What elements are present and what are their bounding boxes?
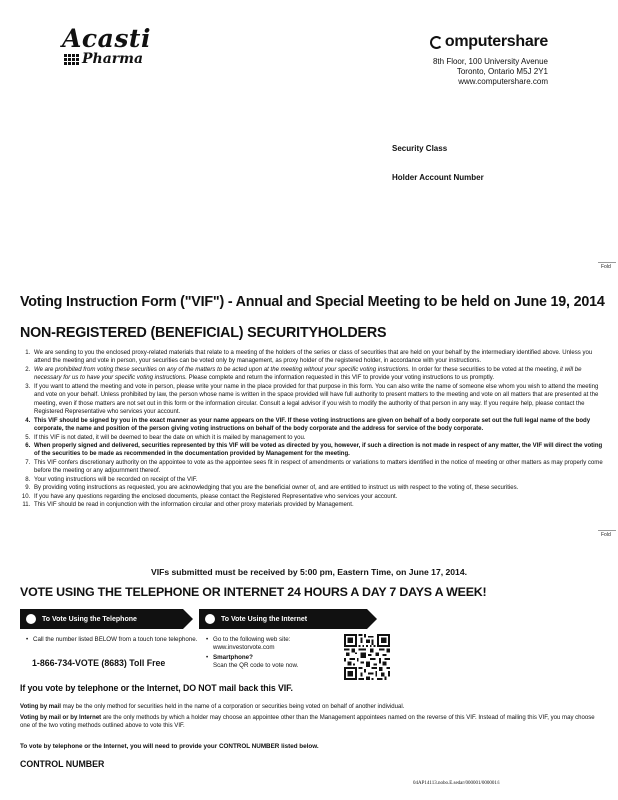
vote-heading: VOTE USING THE TELEPHONE OR INTERNET 24 HOURS A DAY 7 DAYS A WEEK! xyxy=(20,585,487,599)
list-item: 4. This VIF should be signed by you in the exact manner as your name appears on the VIF. If these voting instructions are given on behalf of a body corporate set out the full legal name of the body corporate, the name and position of the person giving voting instructions on behalf of the body corporate and the address for service of the body corporate. xyxy=(32,417,604,434)
list-item: 6. When properly signed and delivered, securities represented by this VIF will be voted as directed by you, however, if such a direction is not made in respect of any matter, the VIF will direct the voting of the securities to be made as recommended in the documentation provided by Management for the meeting. xyxy=(32,442,604,459)
logo-sub: Pharma xyxy=(82,51,144,67)
logo-word: Acasti xyxy=(62,24,151,53)
item-text: In order for these securities to be voted at the meeting, xyxy=(410,366,560,373)
address-line: www.computershare.com xyxy=(458,77,548,86)
internet-instruction xyxy=(206,636,346,652)
computershare-block xyxy=(430,33,548,87)
computershare-c-icon xyxy=(430,36,443,49)
list-item: 10. If you have any questions regarding the enclosed documents, please contact the Registered Representative who services your account. xyxy=(32,493,604,501)
mail-lead: Voting by mail xyxy=(20,704,61,710)
voting-website-link[interactable]: www.investorvote.com xyxy=(213,644,275,651)
internet-banner xyxy=(199,609,367,629)
list-item: 9. By providing voting instructions as requested, you are acknowledging that you are the beneficial owner of, and are entitled to instruct us with respect to the voting of, these securities. xyxy=(32,484,604,492)
acasti-pharma-logo xyxy=(62,24,151,67)
control-number-instruction: To vote by telephone or the Internet, you will need to provide your CONTROL NUMBER listed below. xyxy=(20,743,319,750)
mail-paragraph-2 xyxy=(20,714,605,731)
internet-instruction-text: • Go to the following web site: xyxy=(213,636,291,643)
fold-label: Fold xyxy=(601,264,611,270)
banner-arrow-icon xyxy=(183,609,193,629)
fold-line xyxy=(598,262,616,263)
internet-banner-label: To Vote Using the Internet xyxy=(221,615,308,623)
list-item: 3. If you want to attend the meeting and vote in person, please write your name in the place provided for that purpose in this form. You can also write the name of someone else whom you wish to attend the meeting and vote on your behalf. Unless prohibited by law, the person whose name is written in the space provided will have full authority to present matters to the meeting and vote on all matters that are presented at the meeting, even if those matters are not set out in this form or the information circular. Consult a legal advisor if you wish to modify the authority of that person in any way. If you require help, please contact the Registered Representative who services your account. xyxy=(32,383,604,417)
address-line: 8th Floor, 100 University Avenue xyxy=(432,57,548,66)
instructions-list xyxy=(20,349,604,510)
mail-text: may be the only method for securities held in the name of a corporation or securities being voted on behalf of another individual. xyxy=(60,704,405,710)
address-line: Toronto, Ontario M5J 2Y1 xyxy=(456,67,548,76)
control-number-label: CONTROL NUMBER xyxy=(20,759,105,769)
computershare-logo xyxy=(430,33,548,51)
telephone-banner xyxy=(20,609,183,629)
item-italic: We are prohibited from voting these securities on any of the matters to be acted upon at the meeting without your specific voting instructions. xyxy=(34,366,411,373)
list-item: 5. If this VIF is not dated, it will be deemed to bear the date on which it is mailed by management to you. xyxy=(32,434,604,442)
holder-account-label: Holder Account Number xyxy=(392,173,484,182)
mail-paragraph-1 xyxy=(20,703,605,711)
internet-circle-icon xyxy=(205,614,215,624)
internet-instructions xyxy=(206,636,346,670)
mail-text: are the only methods by which a holder may choose an appointee other than the Management appointees named on the reverse of this VIF. Instead of mailing this VIF, you may choose one of the two voting methods outlined above to vote this VIF. xyxy=(20,715,595,730)
fold-line xyxy=(598,530,616,531)
qr-code-icon[interactable] xyxy=(344,634,390,680)
phone-instruction: • Call the number listed BELOW from a touch tone telephone. xyxy=(26,636,201,644)
form-subtitle: NON-REGISTERED (BENEFICIAL) SECURITYHOLDERS xyxy=(20,325,387,341)
list-item: 7. This VIF confers discretionary authority on the appointee to vote as the appointee sees fit in respect of amendments or variations to matters identified in the notice of meeting or other matters as may properly come before the meeting or any adjournment thereof. xyxy=(32,459,604,476)
list-item: 8. Your voting instructions will be recorded on receipt of the VIF. xyxy=(32,476,604,484)
logo-dots-icon xyxy=(64,54,79,65)
list-item: 11. This VIF should be read in conjunction with the information circular and other proxy materials provided by Management. xyxy=(32,501,604,509)
smartphone-text: Scan the QR code to vote now. xyxy=(213,662,299,669)
computershare-address xyxy=(430,57,548,87)
fold-label: Fold xyxy=(601,532,611,538)
telephone-instructions xyxy=(26,636,201,644)
submission-deadline: VIFs submitted must be received by 5:00 pm, Eastern Time, on June 17, 2014. xyxy=(150,567,468,577)
smartphone-label: • Smartphone? xyxy=(213,654,253,661)
computershare-name: omputershare xyxy=(444,33,548,50)
banner-arrow-icon xyxy=(367,609,377,629)
security-class-label: Security Class xyxy=(392,144,448,153)
phone-circle-icon xyxy=(26,614,36,624)
smartphone-instruction xyxy=(206,654,346,670)
mail-lead: Voting by mail or by Internet xyxy=(20,715,102,721)
list-item: 1. We are sending to you the enclosed proxy-related materials that relate to a meeting of the holders of the series or class of securities that are held on your behalf by the intermediary identified above. Unless you attend the meeting and vote in person, your securities can be voted only by management, as proxy holder of the registered holder, in accordance with your instructions. xyxy=(32,349,604,366)
form-title: Voting Instruction Form ("VIF") - Annual and Special Meeting to be held on June 19, 2014 xyxy=(20,294,605,310)
list-item xyxy=(32,366,604,383)
phone-number[interactable]: 1-866-734-VOTE (8683) Toll Free xyxy=(32,658,166,668)
item-text: Please complete and return the information requested in this VIF to provide your voting instructions to us promptly. xyxy=(186,375,495,382)
item-italic: it will be necessary for us to have your specific voting instructions. xyxy=(34,366,582,382)
footer-code: 04AP14113.nobo.E.sedar/000001/000001/i xyxy=(413,781,500,786)
telephone-banner-label: To Vote Using the Telephone xyxy=(42,615,137,623)
do-not-mail-notice: If you vote by telephone or the Internet, DO NOT mail back this VIF. xyxy=(20,683,293,693)
